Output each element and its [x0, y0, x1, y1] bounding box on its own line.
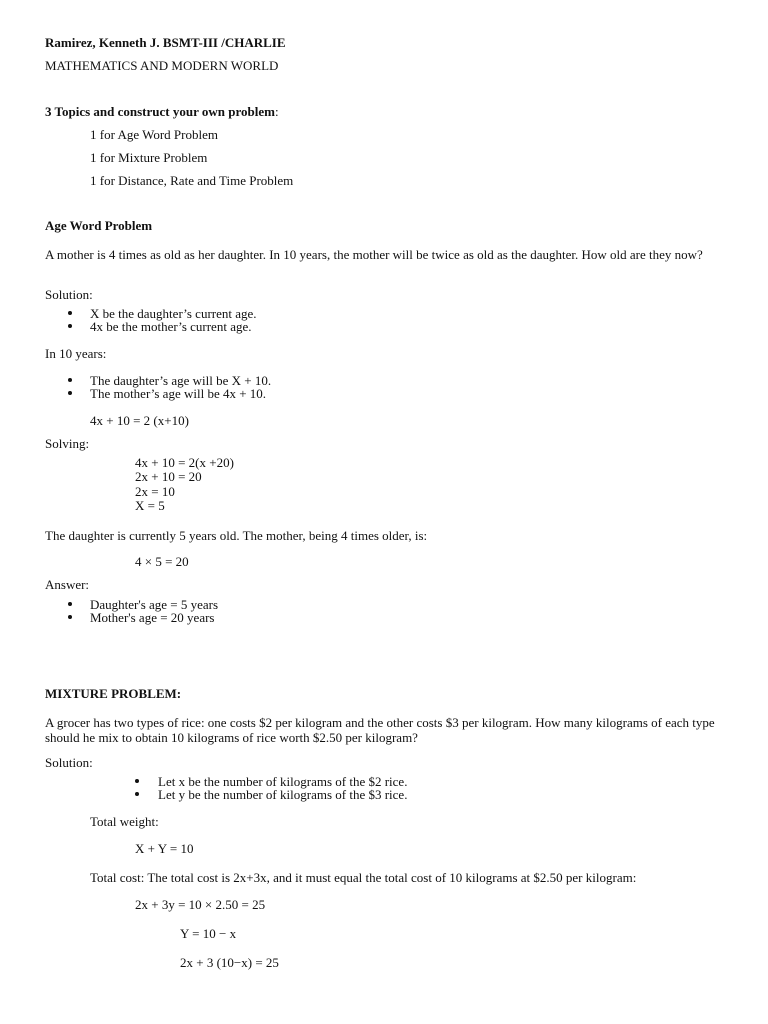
solving-step: 2x = 10	[135, 484, 175, 499]
age-problem: A mother is 4 times as old as her daughter. In 10 years, the mother will be twice as old as the daughter. How old are they now?	[45, 247, 703, 262]
topics-heading-colon: :	[274, 104, 279, 119]
author-line: Ramirez, Kenneth J. BSMT-III /CHARLIE	[45, 35, 286, 50]
solving-step: 2x + 10 = 20	[135, 469, 202, 484]
weight-equation: X + Y = 10	[135, 841, 194, 856]
topic-item: 1 for Age Word Problem	[90, 127, 218, 142]
bullet-icon	[135, 792, 139, 796]
bullet-icon	[68, 602, 72, 606]
in10-item: The mother’s age will be 4x + 10.	[90, 386, 267, 401]
substitution-equation: 2x + 3 (10−x) = 25	[180, 955, 279, 970]
answer-label: Answer:	[45, 577, 90, 592]
mixture-problem: A grocer has two types of rice: one costs $2 per kilogram and the other costs $3 per kilogram. How many kilograms of each type should he mix to obtain 10 kilograms of rice worth $2.50 per kilogram?	[45, 715, 715, 745]
age-solution-label: Solution:	[45, 287, 93, 302]
topic-item: 1 for Mixture Problem	[90, 150, 208, 165]
age-let-item: 4x be the mother’s current age.	[90, 319, 252, 334]
age-heading: Age Word Problem	[45, 218, 153, 233]
bullet-icon	[68, 615, 72, 619]
answer-item: Mother's age = 20 years	[90, 610, 215, 625]
age-let-item: X be the daughter’s current age.	[90, 306, 257, 321]
mother-calc: 4 × 5 = 20	[135, 554, 189, 569]
solving-step: 4x + 10 = 2(x +20)	[135, 455, 234, 470]
topics-heading	[45, 104, 279, 119]
in10-item: The daughter’s age will be X + 10.	[90, 373, 272, 388]
solving-label: Solving:	[45, 436, 90, 451]
cost-text: Total cost: The total cost is 2x+3x, and it must equal the total cost of 10 kilograms at $2.50 per kilogram:	[90, 870, 637, 885]
mixture-let-item: Let y be the number of kilograms of the $3 rice.	[158, 787, 408, 802]
topics-heading-bold: 3 Topics and construct your own problem	[45, 104, 275, 119]
solving-step: X = 5	[135, 498, 165, 513]
weight-label: Total weight:	[90, 814, 159, 829]
mixture-let-item: Let x be the number of kilograms of the $2 rice.	[158, 774, 408, 789]
mixture-solution-label: Solution:	[45, 755, 93, 770]
in10-label: In 10 years:	[45, 346, 107, 361]
answer-item: Daughter's age = 5 years	[90, 597, 219, 612]
y-equation: Y = 10 − x	[180, 926, 237, 941]
bullet-icon	[135, 779, 139, 783]
bullet-icon	[68, 391, 72, 395]
bullet-icon	[68, 324, 72, 328]
age-conclusion: The daughter is currently 5 years old. The mother, being 4 times older, is:	[45, 528, 428, 543]
age-equation: 4x + 10 = 2 (x+10)	[90, 413, 189, 428]
bullet-icon	[68, 311, 72, 315]
mixture-heading: MIXTURE PROBLEM:	[45, 686, 182, 701]
cost-equation: 2x + 3y = 10 × 2.50 = 25	[135, 897, 266, 912]
course-title: MATHEMATICS AND MODERN WORLD	[45, 58, 279, 73]
topic-item: 1 for Distance, Rate and Time Problem	[90, 173, 294, 188]
bullet-icon	[68, 378, 72, 382]
